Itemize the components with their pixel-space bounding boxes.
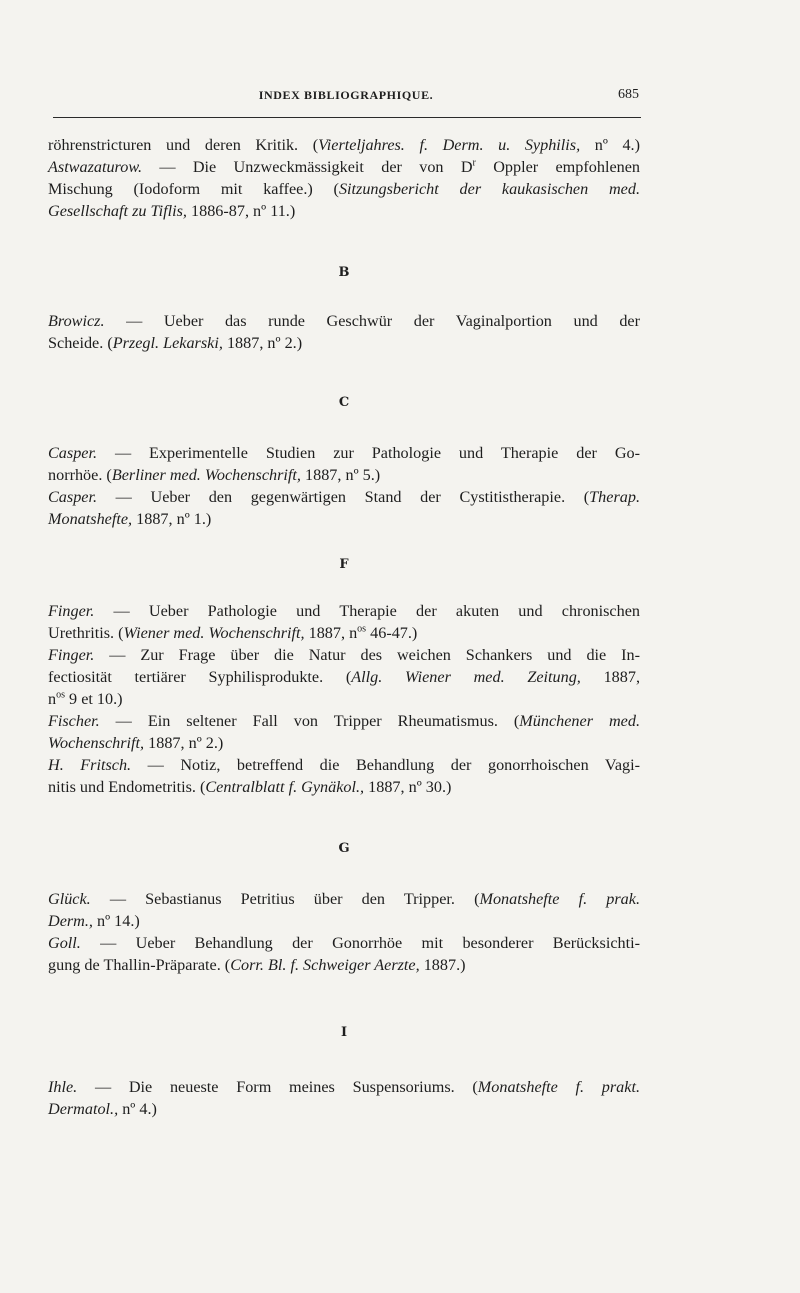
entry-fritsch: H. Fritsch. — Notiz, betreffend die Behandlung der gonorrhoischen Vagi- nitis und Endometritis. (Centralblatt f. Gynäkol., 1887, nº 30.) (48, 756, 640, 796)
section-letter-f: F (339, 557, 349, 572)
entry-astwazaturow: Astwazaturow. — Die Unzweckmässigkeit der von $D^r$ Oppler empfohlenen Mischung (Iodoform mit kaffee.) (Sitzungsbericht der kaukasischen med. Gesellschaft zu Tiflis, 1886-87, nº 11.) (48, 157, 641, 220)
entry-finger-1: Finger. — Ueber Pathologie und Therapie der akuten und chronischen Urethritis. (Wiener med. Wochenschrift, 1887, $n^{os}$ 46-47.) (48, 602, 640, 642)
running-title: INDEX BIBLIOGRAPHIQUE. (258, 88, 434, 102)
entry-continued: röhrenstricturen und deren Kritik. (Vierteljahres. f. Derm. u. Syphilis, nº 4.) (48, 136, 640, 154)
section-letter-b: B (338, 265, 350, 280)
entry-author: Fischer. (48, 712, 100, 730)
entry-browicz: Browicz. — Ueber das runde Geschwür der Vaginalportion und der Scheide. (Przegl. Lekarski, 1887, nº 2.) (48, 312, 640, 352)
entry-author: Browicz. (48, 312, 105, 330)
section-letter-g: G (338, 841, 350, 856)
entry-casper-1: Casper. — Experimentelle Studien zur Pathologie und Therapie der Go- norrhöe. (Berliner med. Wochenschrift, 1887, nº 5.) (48, 444, 640, 484)
page-number: 685 (618, 87, 639, 102)
entry-author: Finger. (48, 602, 95, 620)
section-letter-i: I (340, 1025, 348, 1040)
entry-fischer: Fischer. — Ein seltener Fall von Tripper Rheumatismus. (Münchener med. Wochenschrift, 1887, nº 2.) (48, 712, 640, 752)
section-letter-c: C (338, 395, 350, 410)
running-header (53, 88, 639, 116)
entry-author: Glück. (48, 890, 91, 908)
entry-glueck: Glück. — Sebastianus Petritius über den Tripper. (Monatshefte f. prak. Derm., nº 14.) (48, 890, 640, 930)
entry-author: Astwazaturow. (48, 158, 142, 176)
entry-author: Casper. (48, 444, 98, 462)
entry-author: Casper. (48, 488, 98, 506)
bibliography-body (48, 134, 640, 1120)
entry-finger-2: Finger. — Zur Frage über die Natur des weichen Schankers und die In- fectiosität tertiärer Syphilisprodukte. (Allg. Wiener med. Zeitung, 1887, $n^{os}$ 9 et 10.) (48, 646, 641, 708)
entry-author: Goll. (48, 934, 81, 952)
entry-author: Finger. (48, 646, 95, 664)
header-rule (53, 117, 641, 118)
entry-casper-2: Casper. — Ueber den gegenwärtigen Stand der Cystitistherapie. (Therap. Monatshefte, 1887, nº 1.) (48, 488, 640, 528)
entry-goll: Goll. — Ueber Behandlung der Gonorrhöe mit besonderer Berücksichti- gung de Thallin-Präparate. (Corr. Bl. f. Schweiger Aerzte, 1887.) (48, 934, 640, 974)
entry-ihle: Ihle. — Die neueste Form meines Suspensoriums. (Monatshefte f. prakt. Dermatol., nº 4.) (48, 1078, 641, 1118)
entry-author: H. Fritsch. (48, 756, 132, 774)
entry-author: Ihle. (48, 1078, 78, 1096)
